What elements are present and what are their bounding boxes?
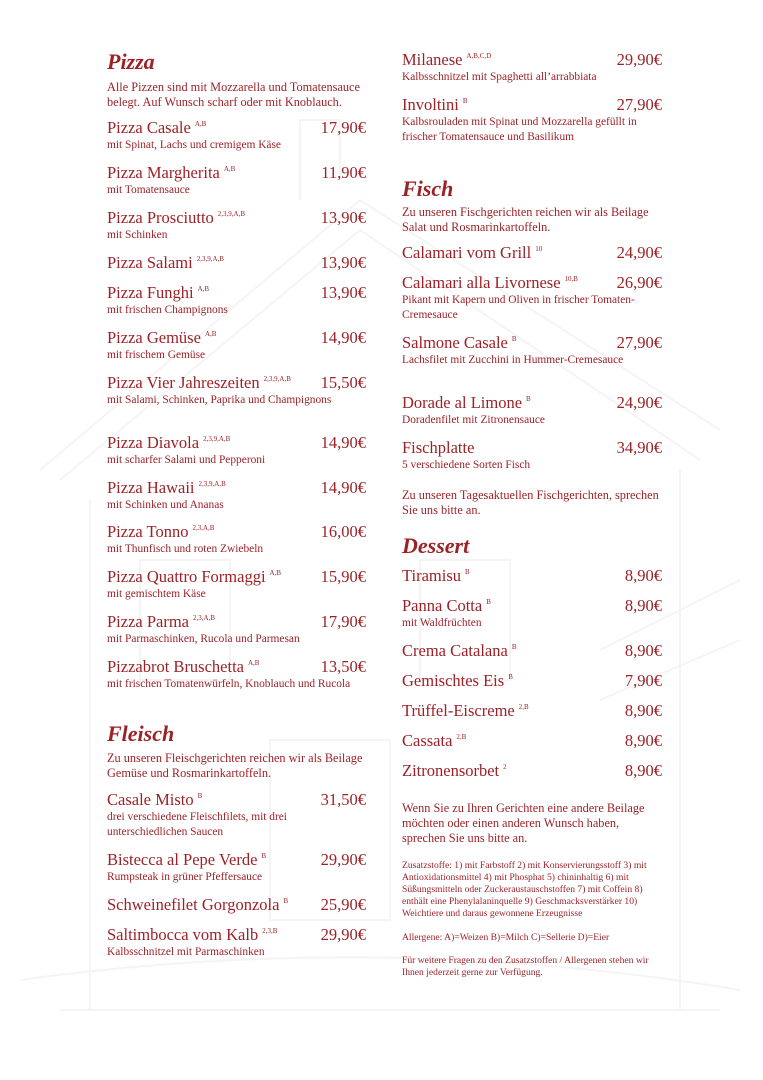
allergen-codes: A,B <box>197 285 210 293</box>
menu-item-row <box>107 118 366 138</box>
dish-name: Zitronensorbet <box>402 761 500 780</box>
allergen-codes: 10,B <box>564 275 578 283</box>
dish-price: 26,90€ <box>616 273 662 292</box>
allergen-codes: B <box>526 395 531 403</box>
dessert-heading: Dessert <box>402 533 470 558</box>
menu-item <box>107 567 366 602</box>
menu-item-row <box>402 671 662 691</box>
menu-item <box>402 701 662 721</box>
dish-price: 24,90€ <box>616 393 662 412</box>
menu-item-row <box>107 567 366 587</box>
menu-item-row <box>107 657 366 677</box>
menu-item <box>107 328 366 363</box>
allergen-codes: A,B,C,D <box>466 52 492 60</box>
menu-item <box>107 163 366 198</box>
dish-description: mit Salami, Schinken, Paprika und Champignons <box>107 394 332 406</box>
dish-price: 8,90€ <box>624 596 662 615</box>
dish-price: 14,90€ <box>320 478 366 497</box>
dish-description: Kalbsrouladen mit Spinat und Mozzarella gefüllt in frischer Tomatensauce und Basilikum <box>402 116 637 143</box>
menu-item <box>402 438 662 473</box>
menu-item <box>402 243 662 263</box>
fragen-text: Für weitere Fragen zu den Zusatzstoffen / Allergenen stehen wir Ihnen jederzeit gerne zur Verfügung. <box>402 955 649 978</box>
menu-item-row <box>402 333 662 353</box>
menu-item <box>402 641 662 661</box>
dish-price: 17,90€ <box>320 118 366 137</box>
menu-item <box>107 283 366 318</box>
menu-item-row <box>402 596 662 616</box>
dish-name: Pizza Gemüse <box>107 328 201 347</box>
dish-price: 25,90€ <box>320 895 366 914</box>
menu-item <box>107 522 366 557</box>
dish-description: mit scharfer Salami und Pepperoni <box>107 454 266 466</box>
dish-price: 15,50€ <box>320 373 366 392</box>
dish-description: mit Spinat, Lachs und cremigem Käse <box>107 139 281 151</box>
dish-name: Cassata <box>402 731 453 750</box>
menu-item-row <box>402 731 662 751</box>
dish-name: Pizza Parma <box>107 612 190 631</box>
dish-name: Pizza Salami <box>107 253 193 272</box>
dish-name: Calamari alla Livornese <box>402 273 561 292</box>
dish-description: mit Tomatensauce <box>107 184 190 196</box>
dish-price: 8,90€ <box>624 761 662 780</box>
dish-price: 17,90€ <box>320 612 366 631</box>
menu-item-row <box>107 612 366 632</box>
dish-name: Schweinefilet Gorgonzola <box>107 895 280 914</box>
menu-item-row <box>402 438 662 458</box>
dish-price: 13,50€ <box>320 657 366 676</box>
dish-name: Pizza Diavola <box>107 433 200 452</box>
dish-name: Dorade al Limone <box>402 393 523 412</box>
allergen-codes: 2,B <box>518 703 529 711</box>
fisch-intro: Zu unseren Fischgerichten reichen wir als Beilage Salat und Rosmarinkartoffeln. <box>402 205 649 234</box>
dish-price: 29,90€ <box>616 50 662 69</box>
menu-item <box>107 657 366 692</box>
fleisch-intro: Zu unseren Fleischgerichten reichen wir als Beilage Gemüse und Rosmarinkartoffeln. <box>107 751 363 780</box>
dish-name: Pizza Hawaii <box>107 478 195 497</box>
dish-description: Lachsfilet mit Zucchini in Hummer-Cremesauce <box>402 354 624 366</box>
dish-name: Pizza Casale <box>107 118 191 137</box>
allergen-codes: 2,3,9,A,B <box>217 210 246 218</box>
menu-item <box>402 761 662 781</box>
menu-item-row <box>402 641 662 661</box>
dish-description: mit frischen Tomatenwürfeln, Knoblauch und Rucola <box>107 678 351 690</box>
dish-price: 34,90€ <box>616 438 662 457</box>
dish-price: 13,90€ <box>320 253 366 272</box>
menu-item <box>107 433 366 468</box>
dish-name: Panna Cotta <box>402 596 483 615</box>
footnotes <box>402 860 662 979</box>
menu-item <box>107 253 366 273</box>
dish-price: 11,90€ <box>321 163 366 182</box>
dish-price: 14,90€ <box>320 433 366 452</box>
menu-item <box>402 95 662 145</box>
dish-description: mit frischen Champignons <box>107 304 228 316</box>
menu-item <box>402 273 662 323</box>
dish-name: Gemischtes Eis <box>402 671 505 690</box>
dish-description: Kalbsschnitzel mit Spaghetti all’arrabbiata <box>402 71 597 83</box>
dish-description: mit Thunfisch und roten Zwiebeln <box>107 543 264 555</box>
allergen-codes: 2,3,9,A,B <box>263 375 291 383</box>
dish-description: mit Parmaschinken, Rucola und Parmesan <box>107 633 300 645</box>
menu-item <box>107 895 366 915</box>
dish-name: Crema Catalana <box>402 641 508 660</box>
menu-item <box>107 373 366 408</box>
dish-name: Pizza Funghi <box>107 283 194 302</box>
menu-item-row <box>107 850 366 870</box>
dish-description: drei verschiedene Fleischfilets, mit drei unterschiedlichen Saucen <box>107 811 287 838</box>
allergen-codes: A,B <box>248 659 260 667</box>
pizza-heading: Pizza <box>107 49 155 74</box>
menu-item <box>107 478 366 513</box>
dish-description: Doradenfilet mit Zitronensauce <box>402 414 545 426</box>
allergen-codes: 10 <box>535 245 543 253</box>
menu-item <box>107 612 366 647</box>
menu-item-row <box>402 273 662 293</box>
allergen-codes: 2,3,9,A,B <box>198 480 226 488</box>
dish-price: 8,90€ <box>624 701 662 720</box>
dish-name: Pizza Prosciutto <box>107 208 214 227</box>
allergen-codes: B <box>508 673 513 681</box>
menu-item-row <box>107 925 366 945</box>
dish-name: Involtini <box>402 95 459 114</box>
dish-name: Tiramisu <box>402 566 461 585</box>
allergen-codes: 2,3,B <box>262 927 278 935</box>
fleisch-heading: Fleisch <box>107 721 175 746</box>
menu-item-row <box>107 253 366 273</box>
allergen-codes: A,B <box>223 165 236 173</box>
dish-description: mit Waldfrüchten <box>402 617 482 629</box>
allergene-text: Allergene: A)=Weizen B)=Milch C)=Sellerie D)=Eier <box>402 932 610 943</box>
zusatzstoffe-text: Zusatzstoffe: 1) mit Farbstoff 2) mit Konservierungsstoff 3) mit Antioxidationsmittel 4) mit Phosphat 5) chininhaltig 6) mit Süßungsmitteln oder Zuckeraustauschstoffen 7) mit Coffein 8) enthält eine Phenylalaninquelle 9) Geschmacksverstärker 10) Weichtiere und daraus gewonnene Erzeugnisse <box>402 860 647 919</box>
dish-description: Rumpsteak in grüner Pfeffersauce <box>107 871 263 883</box>
dish-price: 29,90€ <box>320 850 366 869</box>
menu-item-row <box>402 566 662 586</box>
menu-item <box>402 596 662 631</box>
menu-item-row <box>402 243 662 263</box>
dish-price: 27,90€ <box>616 333 662 352</box>
dish-name: Pizza Vier Jahreszeiten <box>107 373 260 392</box>
beilage-note: Wenn Sie zu Ihren Gerichten eine andere Beilage möchten oder einen anderen Wunsch haben, sprechen Sie uns bitte an. <box>402 801 645 845</box>
menu-item-row <box>107 283 366 303</box>
menu-item <box>107 208 366 243</box>
menu-item <box>107 850 366 885</box>
menu-item-row <box>107 790 366 810</box>
dish-name: Saltimbocca vom Kalb <box>107 925 259 944</box>
menu-item-row <box>107 208 366 228</box>
dish-price: 31,50€ <box>320 790 366 809</box>
dish-price: 7,90€ <box>624 671 662 690</box>
dish-price: 13,90€ <box>320 283 366 302</box>
menu-item <box>107 925 366 960</box>
allergen-codes: B <box>197 792 203 800</box>
allergen-codes: A,B <box>269 569 282 577</box>
dish-description: Kalbsschnitzel mit Parmaschinken <box>107 946 265 958</box>
dish-price: 8,90€ <box>624 566 662 585</box>
dish-price: 8,90€ <box>624 731 662 750</box>
dish-price: 13,90€ <box>320 208 366 227</box>
dish-name: Pizzabrot Bruschetta <box>107 657 244 676</box>
allergen-codes: B <box>462 97 468 105</box>
dish-name: Calamari vom Grill <box>402 243 532 262</box>
menu-item <box>402 566 662 586</box>
dish-name: Salmone Casale <box>402 333 508 352</box>
allergen-codes: B <box>261 852 267 860</box>
dish-description: mit Schinken <box>107 229 168 241</box>
dish-description: mit gemischtem Käse <box>107 588 206 600</box>
menu-item <box>402 731 662 751</box>
allergen-codes: B <box>486 598 491 606</box>
dish-name: Pizza Tonno <box>107 522 189 541</box>
allergen-codes: B <box>283 897 289 905</box>
menu-item-row <box>402 50 662 70</box>
menu-item <box>402 50 662 85</box>
allergen-codes: 2,3,9,A,B <box>196 255 224 263</box>
menu-item <box>402 671 662 691</box>
menu-item-row <box>107 328 366 348</box>
menu-item <box>402 393 662 428</box>
dish-description: 5 verschiedene Sorten Fisch <box>402 459 531 471</box>
menu-item <box>107 790 366 840</box>
allergen-codes: B <box>511 643 517 651</box>
menu-item-row <box>402 701 662 721</box>
menu-item-row <box>402 761 662 781</box>
menu-item <box>107 118 366 153</box>
dish-name: Milanese <box>402 50 463 69</box>
dish-price: 29,90€ <box>320 925 366 944</box>
menu-item <box>402 333 662 368</box>
dish-description: Pikant mit Kapern und Oliven in frischer Tomaten-Cremesauce <box>402 294 635 321</box>
menu-item-row <box>107 895 366 915</box>
allergen-codes: B <box>511 335 517 343</box>
menu-item-row <box>107 163 366 183</box>
allergen-codes: 2,3,9,A,B <box>203 435 231 443</box>
dish-price: 27,90€ <box>616 95 662 114</box>
dish-name: Fischplatte <box>402 438 475 457</box>
allergen-codes: B <box>465 568 470 576</box>
allergen-codes: 2 <box>503 763 507 771</box>
allergen-codes: 2,B <box>456 733 467 741</box>
dish-price: 24,90€ <box>616 243 662 262</box>
menu-item-row <box>402 95 662 115</box>
dish-price: 8,90€ <box>624 641 662 660</box>
allergen-codes: 2,3,A,B <box>193 614 215 622</box>
allergen-codes: A,B <box>194 120 207 128</box>
allergen-codes: 2,3,A,B <box>192 524 215 532</box>
dish-name: Bistecca al Pepe Verde <box>107 850 258 869</box>
dish-description: mit Schinken und Ananas <box>107 499 224 511</box>
menu-item-row <box>107 433 366 453</box>
dish-name: Trüffel-Eiscreme <box>402 701 515 720</box>
pizza-intro: Alle Pizzen sind mit Mozzarella und Tomatensauce belegt. Auf Wunsch scharf oder mit Knoblauch. <box>107 80 360 109</box>
dish-price: 16,00€ <box>320 522 366 541</box>
menu-item-row <box>402 393 662 413</box>
dish-description: mit frischem Gemüse <box>107 349 206 361</box>
menu-item-row <box>107 522 366 542</box>
dish-name: Casale Misto <box>107 790 194 809</box>
menu-item-row <box>107 373 366 393</box>
dish-price: 14,90€ <box>320 328 366 347</box>
dish-price: 15,90€ <box>320 567 366 586</box>
fisch-note: Zu unseren Tagesaktuellen Fischgerichten, sprechen Sie uns bitte an. <box>402 488 659 517</box>
dish-name: Pizza Quattro Formaggi <box>107 567 266 586</box>
dish-name: Pizza Margherita <box>107 163 220 182</box>
allergen-codes: A,B <box>204 330 217 338</box>
menu-item-row <box>107 478 366 498</box>
fisch-heading: Fisch <box>402 176 454 201</box>
